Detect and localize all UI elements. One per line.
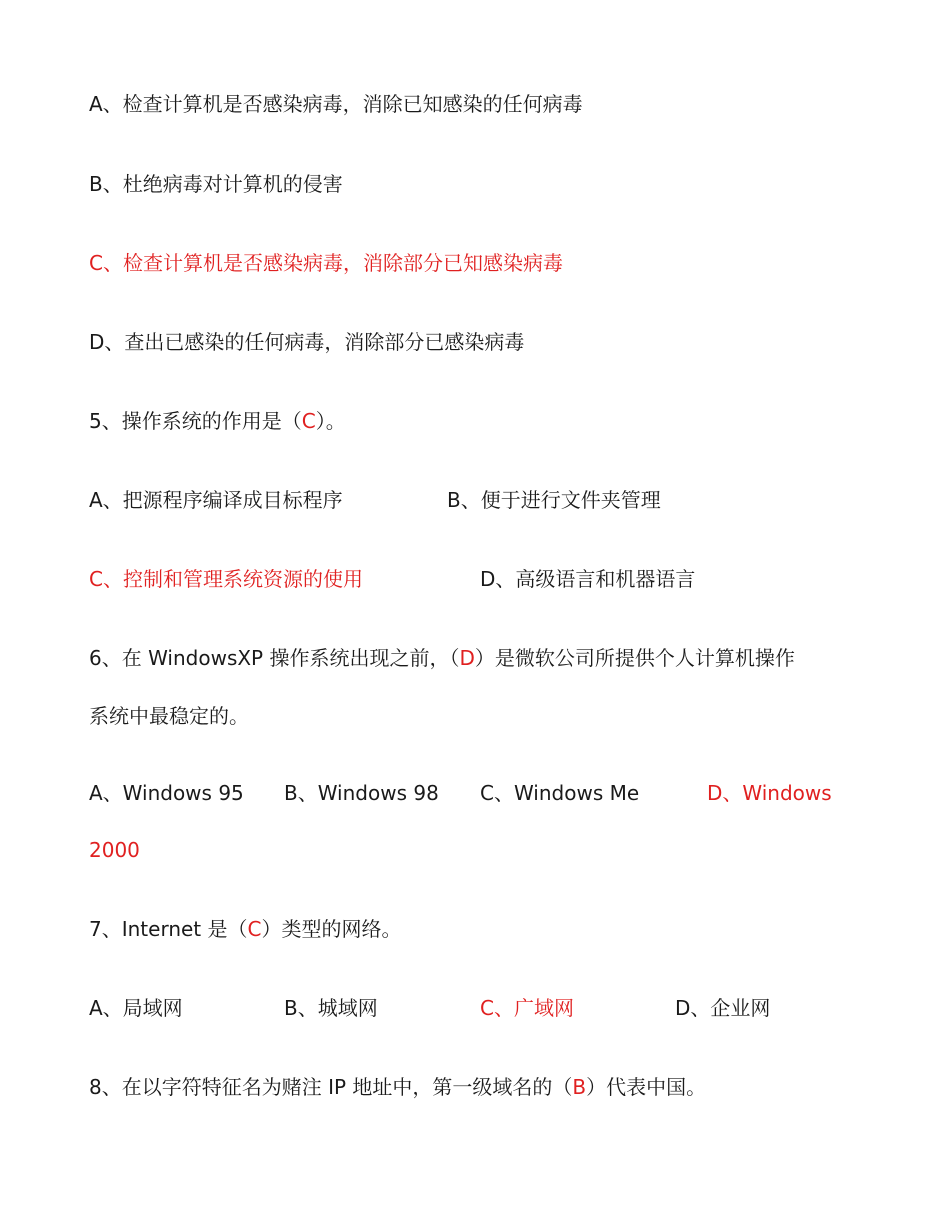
q5-option-a: A、把源程序编译成目标程序 <box>89 488 343 512</box>
q4-option-a: A、检查计算机是否感染病毒，消除已知感染的任何病毒 <box>89 92 583 116</box>
q7-option-c-correct: C、广域网 <box>480 996 574 1020</box>
q8-stem <box>89 1073 706 1101</box>
q7-stem-pre: 7、Internet 是（ <box>89 917 248 941</box>
q8-stem-pre: 8、在以字符特征名为赌注 IP 地址中，第一级域名的（ <box>89 1075 573 1099</box>
q5-stem-post: ）。 <box>315 409 346 433</box>
q6-option-a: A、Windows 95 <box>89 781 244 805</box>
q7-option-b: B、城域网 <box>284 996 378 1020</box>
q4-option-d: D、查出已感染的任何病毒，消除部分已感染病毒 <box>89 330 525 354</box>
q5-stem-pre: 5、操作系统的作用是（ <box>89 409 302 433</box>
q6-stem-pre: 6、在 WindowsXP 操作系统出现之前，（ <box>89 646 460 670</box>
q6-option-d-continued: 2000 <box>89 838 140 862</box>
q6-option-c: C、Windows Me <box>480 781 640 805</box>
q5-option-b: B、便于进行文件夹管理 <box>447 488 661 512</box>
q8-answer: B <box>572 1075 587 1099</box>
q7-stem-post: ）类型的网络。 <box>261 917 402 941</box>
q8-stem-post: ）代表中国。 <box>586 1075 707 1099</box>
q7-stem <box>89 915 401 943</box>
q5-option-d: D、高级语言和机器语言 <box>480 567 696 591</box>
q6-stem-post: ）是微软公司所提供个人计算机操作 <box>474 646 795 670</box>
q6-option-b: B、Windows 98 <box>284 781 439 805</box>
q7-option-a: A、局域网 <box>89 996 183 1020</box>
q6-option-d-correct: D、Windows <box>707 781 832 805</box>
q6-stem <box>89 644 795 672</box>
q6-stem-line2: 系统中最稳定的。 <box>89 704 249 728</box>
q4-option-b: B、杜绝病毒对计算机的侵害 <box>89 172 343 196</box>
q5-option-c-correct: C、控制和管理系统资源的使用 <box>89 567 363 591</box>
q7-option-d: D、企业网 <box>675 996 771 1020</box>
q7-answer: C <box>247 917 262 941</box>
q5-answer: C <box>301 409 316 433</box>
q4-option-c-correct: C、检查计算机是否感染病毒，消除部分已知感染病毒 <box>89 251 563 275</box>
q5-stem <box>89 407 346 435</box>
q6-answer: D <box>459 646 475 670</box>
